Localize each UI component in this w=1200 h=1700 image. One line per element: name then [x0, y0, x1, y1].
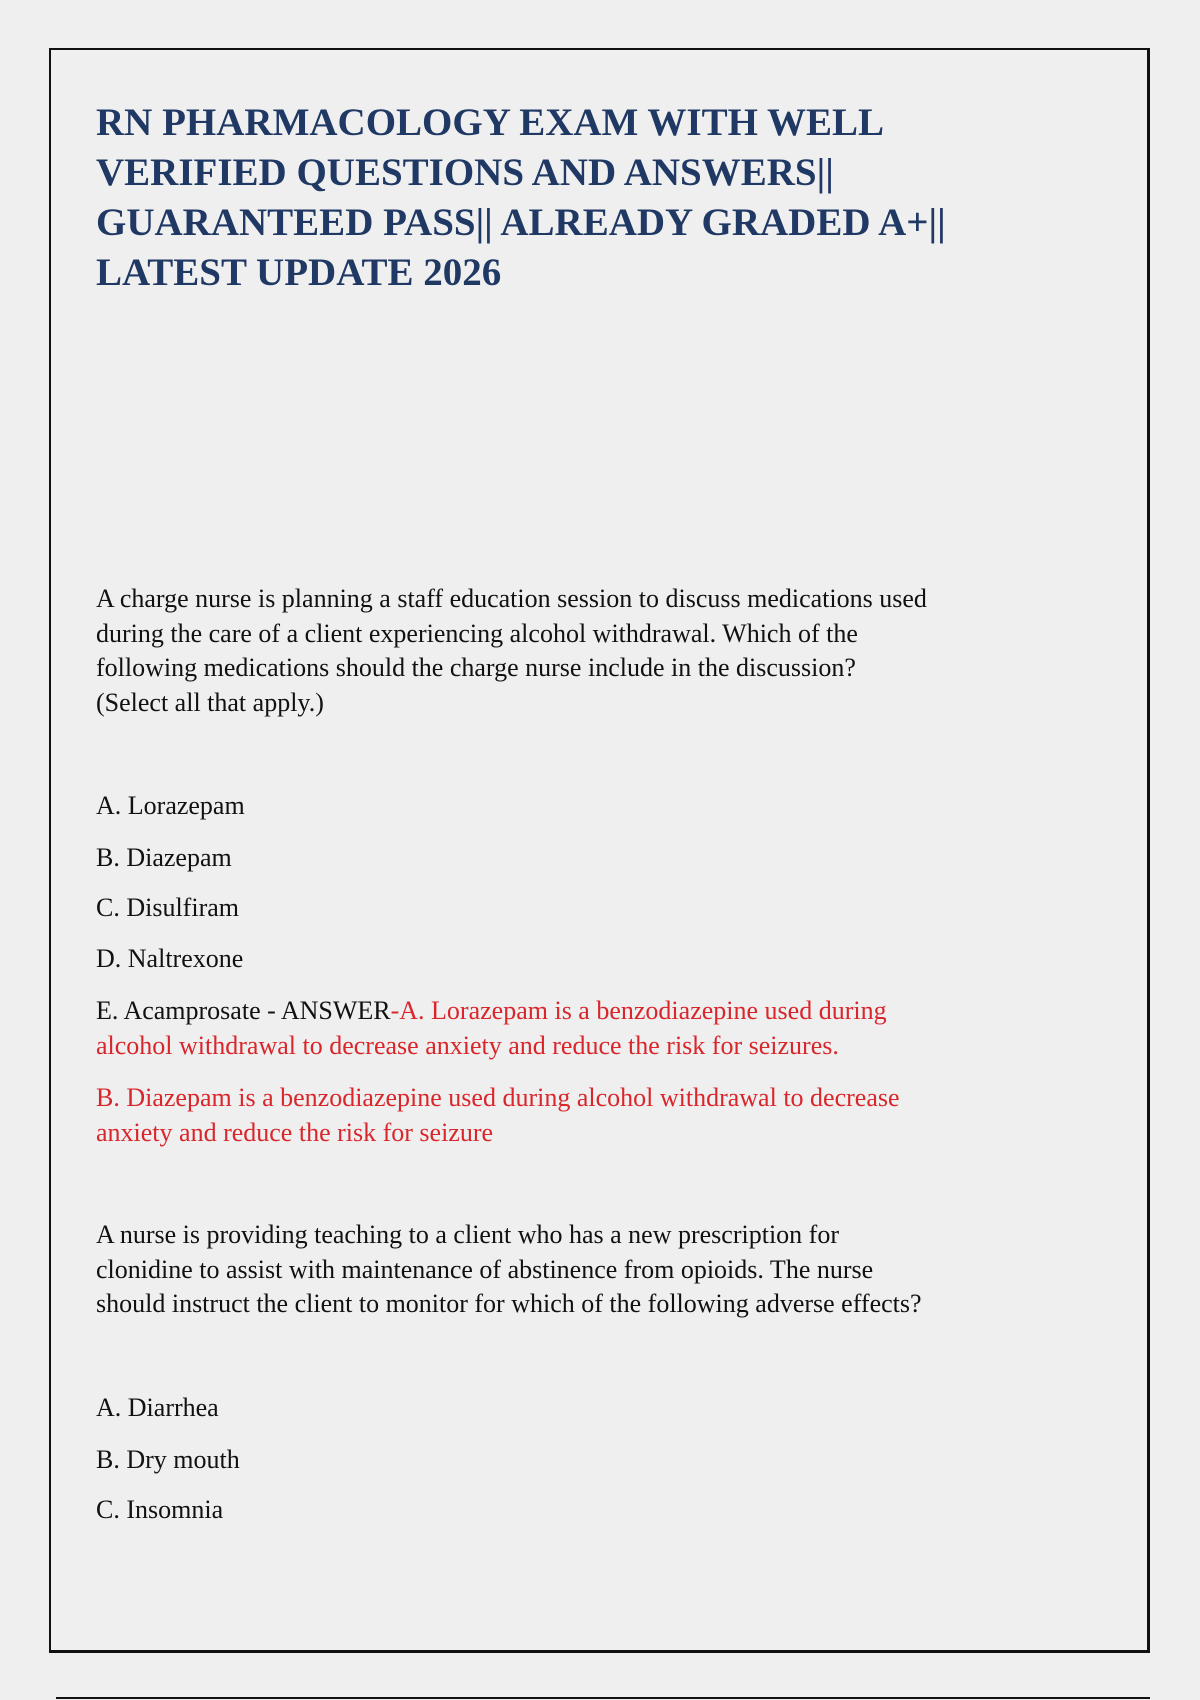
answer-text: anxiety and reduce the risk for seizure — [96, 1117, 494, 1147]
question-line: A charge nurse is planning a staff education session to discuss medications used — [96, 584, 927, 613]
question-line: following medications should the charge nurse include in the discussion? — [96, 653, 856, 682]
answer-first-line — [96, 994, 1056, 1029]
question-1-text — [96, 582, 1056, 720]
question-line: A nurse is providing teaching to a client who has a new prescription for — [96, 1220, 839, 1249]
title-line: LATEST UPDATE 2026 — [96, 251, 502, 294]
question-2-option-c: C. Insomnia — [96, 1495, 224, 1524]
question-1-option-c: C. Disulfiram — [96, 893, 239, 922]
question-2-option-b: B. Dry mouth — [96, 1445, 240, 1474]
question-2-text — [96, 1218, 1056, 1322]
option-e-label: E. Acamprosate - ANSWER — [96, 996, 391, 1025]
question-line: during the care of a client experiencing alcohol withdrawal. Which of the — [96, 618, 858, 648]
question-1-option-b: B. Diazepam — [96, 843, 232, 872]
question-2-option-a: A. Diarrhea — [96, 1393, 219, 1422]
question-line: should instruct the client to monitor for which of the following adverse effects? — [96, 1289, 922, 1318]
next-page-edge — [56, 1697, 1150, 1699]
title-line: RN PHARMACOLOGY EXAM WITH WELL — [96, 101, 884, 144]
question-1-option-e-with-answer — [96, 994, 1056, 1063]
question-1-option-d: D. Naltrexone — [96, 944, 244, 973]
answer-text: alcohol withdrawal to decrease anxiety and reduce the risk for seizures. — [96, 1030, 839, 1060]
question-line: (Select all that apply.) — [96, 687, 324, 717]
question-1-option-a: A. Lorazepam — [96, 791, 245, 820]
document-title — [96, 98, 996, 298]
question-1-answer-b — [96, 1081, 1056, 1150]
question-line: clonidine to assist with maintenance of abstinence from opioids. The nurse — [96, 1254, 874, 1284]
answer-text: -A. Lorazepam is a benzodiazepine used during — [390, 996, 887, 1025]
answer-text: B. Diazepam is a benzodiazepine used during alcohol withdrawal to decrease — [96, 1083, 900, 1112]
title-line: GUARANTEED PASS|| ALREADY GRADED A+|| — [96, 201, 946, 244]
title-line: VERIFIED QUESTIONS AND ANSWERS|| — [96, 151, 834, 194]
